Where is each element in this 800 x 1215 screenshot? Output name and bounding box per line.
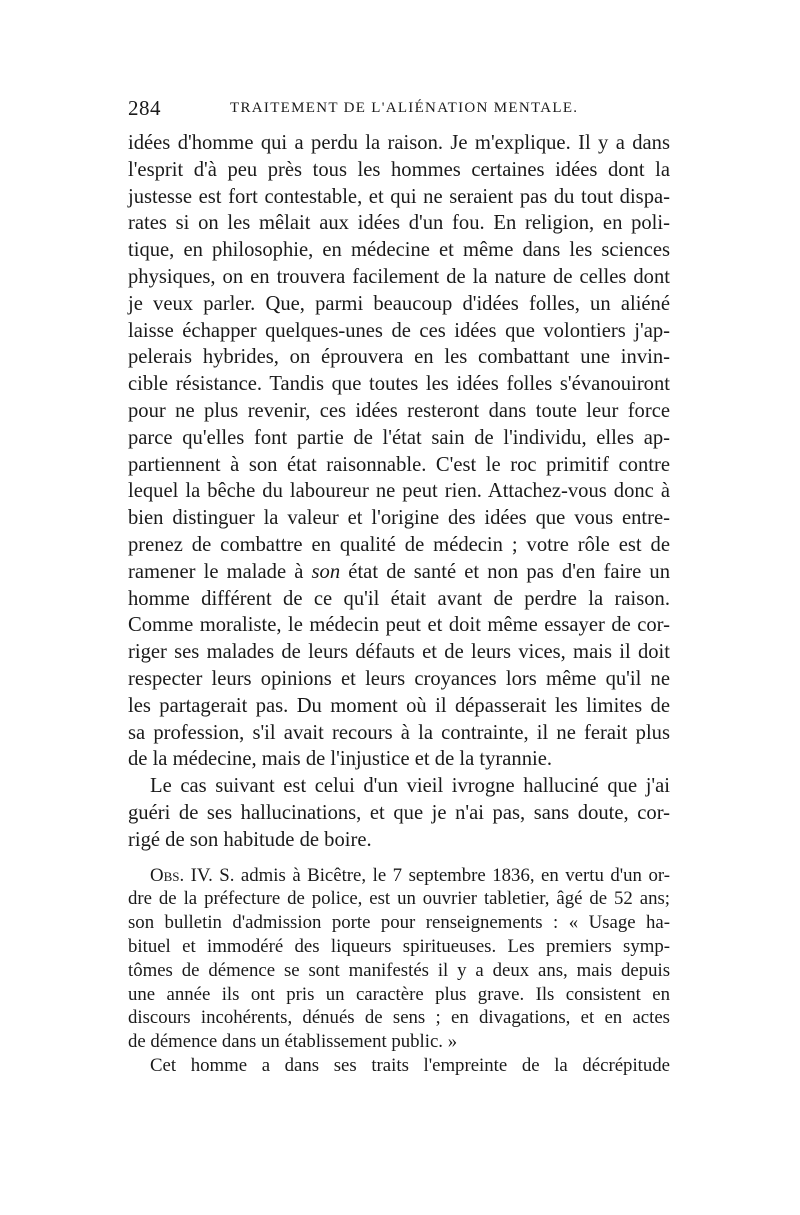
text-line: tômes de démence se sont manifestés il y a deux ans, mais depuis	[128, 959, 670, 981]
text-line: idées d'homme qui a perdu la raison. Je m'explique. Il y a dans	[128, 132, 670, 154]
observation-label: Obs. IV.	[150, 864, 213, 886]
text-line: sa profession, s'il avait recours à la contrainte, il ne ferait plus	[128, 721, 670, 744]
text-line: cible résistance. Tandis que toutes les idées folles s'évanouiront	[128, 373, 670, 396]
page-number: 284	[128, 96, 161, 120]
text-line: discours incohérents, dénués de sens ; en divagations, et en actes	[128, 1007, 670, 1029]
text-line: guéri de ses hallucinations, et que je n'ai pas, sans doute, cor-	[128, 801, 670, 824]
text-line: les partagerait pas. Du moment où il dépasserait les limites de	[128, 694, 670, 717]
text-line: respecter leurs opinions et leurs croyances lors même qu'il ne	[128, 667, 670, 690]
running-title: TRAITEMENT DE L'ALIÉNATION MENTALE.	[230, 100, 579, 116]
observation-first-line	[128, 864, 670, 888]
text-line: bituel et immodéré des liqueurs spiritueuses. Les premiers symp-	[128, 935, 670, 957]
page-header	[128, 96, 670, 126]
text-line: tique, en philosophie, en médecine et même dans les sciences	[128, 239, 670, 262]
text-line: de démence dans un établissement public. »	[128, 1031, 458, 1053]
text-line: partiennent à son état raisonnable. C'est le roc primitif contre	[128, 453, 670, 476]
text-line: Comme moraliste, le médecin peut et doit même essayer de cor-	[128, 614, 670, 637]
text-segment: ramener le malade à	[128, 560, 312, 583]
text-segment: S. admis à Bicêtre, le 7 septembre 1836, en vertu d'un or-	[212, 864, 670, 886]
text-line: Le cas suivant est celui d'un vieil ivrogne halluciné que j'ai	[150, 775, 670, 798]
text-line: parce qu'elles font partie de l'état sain de l'individu, elles ap-	[128, 426, 670, 449]
text-line: rates si on les mêlait aux idées d'un fou. En religion, en poli-	[128, 212, 670, 235]
text-line: dre de la préfecture de police, est un ouvrier tabletier, âgé de 52 ans;	[128, 888, 670, 910]
text-line: son bulletin d'admission porte pour renseignements : « Usage ha-	[128, 912, 670, 934]
text-line: lequel la bêche du laboureur ne peut rien. Attachez-vous donc à	[128, 480, 670, 503]
text-line: homme différent de ce qu'il était avant de perdre la raison.	[128, 587, 670, 610]
text-line-with-italic	[128, 559, 670, 586]
text-line: je veux parler. Que, parmi beaucoup d'idées folles, un aliéné	[128, 292, 670, 315]
page-body	[128, 130, 670, 1078]
spacer	[128, 854, 670, 864]
paragraph-main	[128, 130, 670, 854]
text-line: bien distinguer la valeur et l'origine des idées que vous entre-	[128, 507, 670, 530]
observation-block	[128, 864, 670, 1078]
text-line: de la médecine, mais de l'injustice et de la tyrannie.	[128, 748, 553, 771]
text-line: Cet homme a dans ses traits l'empreinte de la décrépitude	[150, 1054, 670, 1076]
text-line: une année ils ont pris un caractère plus grave. Ils consistent en	[128, 983, 670, 1005]
text-line: prenez de combattre en qualité de médecin ; votre rôle est de	[128, 533, 670, 556]
text-line: pour ne plus revenir, ces idées resteront dans toute leur force	[128, 399, 670, 422]
text-segment: état de santé et non pas d'en faire un	[340, 560, 670, 583]
text-line: rigé de son habitude de boire.	[128, 828, 372, 851]
text-line: physiques, on en trouvera facilement de la nature de celles dont	[128, 265, 670, 288]
text-line: laisse échapper quelques-unes de ces idées que volontiers j'ap-	[128, 319, 670, 342]
text-line: justesse est fort contestable, et qui ne seraient pas du tout dispa-	[128, 185, 670, 208]
text-line: pelerais hybrides, on éprouvera en les combattant une invin-	[128, 346, 670, 369]
italic-word: son	[311, 560, 341, 583]
text-line: riger ses malades de leurs défauts et de leurs vices, mais il doit	[128, 641, 670, 664]
text-line: l'esprit d'à peu près tous les hommes certaines idées dont la	[128, 158, 670, 181]
